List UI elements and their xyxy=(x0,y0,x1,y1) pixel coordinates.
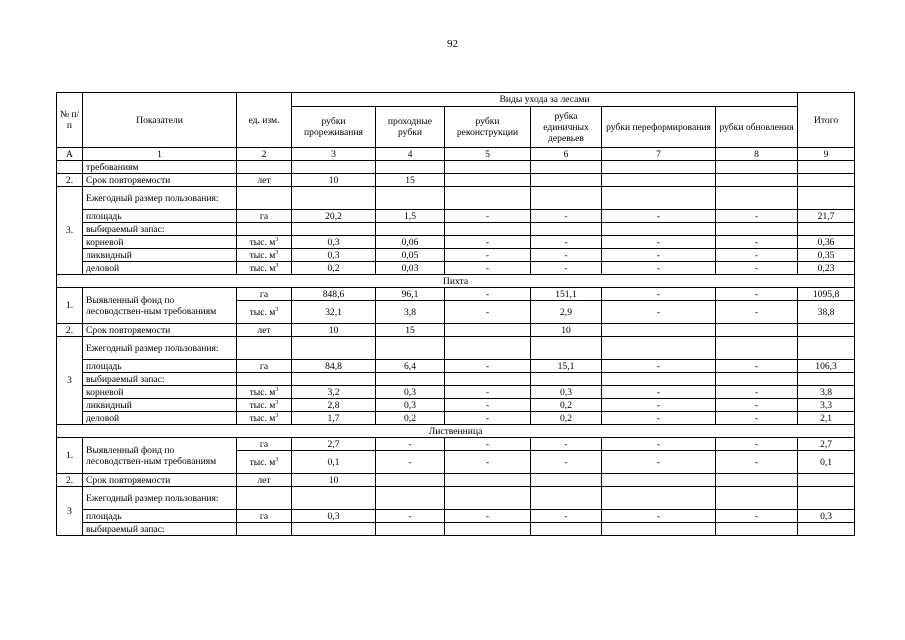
value-cell: 0,05 xyxy=(376,249,445,262)
num-cell: 3. xyxy=(57,187,83,275)
table-row xyxy=(57,210,855,223)
table-row xyxy=(57,174,855,187)
cell-empty xyxy=(376,161,445,174)
num-cell: 1. xyxy=(57,288,83,324)
value-cell: 0,35 xyxy=(798,249,855,262)
unit-text: тыс. м xyxy=(249,262,276,274)
value-cell: - xyxy=(602,262,716,275)
header-unit: ед. изм. xyxy=(237,93,292,148)
value-cell: - xyxy=(445,386,531,399)
cell-empty xyxy=(716,187,798,210)
indicator-cell: выбираемый запас: xyxy=(83,373,237,386)
value-cell: 0,3 xyxy=(292,236,376,249)
cell-empty xyxy=(237,223,292,236)
num-cell: 2. xyxy=(57,474,83,487)
index-cell: 1 xyxy=(83,148,237,161)
unit-sup: 3 xyxy=(275,306,279,313)
cell-empty xyxy=(716,487,798,510)
table-row xyxy=(57,412,855,425)
value-cell: - xyxy=(602,386,716,399)
value-cell xyxy=(716,324,798,337)
indicator-cell: требованиям xyxy=(83,161,237,174)
header-indicator: Показатели xyxy=(83,93,237,148)
unit-cell xyxy=(237,399,292,412)
value-cell: 10 xyxy=(292,474,376,487)
value-cell: 0,3 xyxy=(376,386,445,399)
value-cell: - xyxy=(445,451,531,474)
index-cell: 7 xyxy=(602,148,716,161)
cell-empty xyxy=(376,487,445,510)
value-cell: 0,03 xyxy=(376,262,445,275)
section-row xyxy=(57,425,855,438)
cell-empty xyxy=(292,523,376,536)
value-cell: - xyxy=(602,360,716,373)
cell-empty xyxy=(716,373,798,386)
value-cell: - xyxy=(531,510,602,523)
unit-cell: га xyxy=(237,510,292,523)
header-col: рубки обновления xyxy=(716,107,798,148)
table-row xyxy=(57,187,855,210)
value-cell: 84,8 xyxy=(292,360,376,373)
value-cell: - xyxy=(445,301,531,324)
value-cell: 1,7 xyxy=(292,412,376,425)
cell-empty xyxy=(292,223,376,236)
indicator-cell: Ежегодный размер пользования: xyxy=(83,187,237,210)
value-cell: - xyxy=(445,360,531,373)
value-cell: - xyxy=(716,288,798,301)
cell-empty xyxy=(376,337,445,360)
value-cell xyxy=(445,474,531,487)
value-cell: - xyxy=(716,236,798,249)
value-cell: - xyxy=(602,438,716,451)
value-cell: 3,3 xyxy=(798,399,855,412)
value-cell: - xyxy=(445,210,531,223)
header-total: Итого xyxy=(798,93,855,148)
unit-sup: 3 xyxy=(275,386,279,393)
cell-empty xyxy=(531,187,602,210)
cell-empty xyxy=(531,487,602,510)
indicator-cell: Выявленный фонд по лесоводствен-ным требованиям xyxy=(83,438,237,474)
value-cell: - xyxy=(602,249,716,262)
indicator-cell: площадь xyxy=(83,360,237,373)
header-col: рубки прореживания xyxy=(292,107,376,148)
cell-empty xyxy=(602,161,716,174)
cell-empty xyxy=(445,161,531,174)
value-cell: 3,8 xyxy=(798,386,855,399)
value-cell: 0,3 xyxy=(376,399,445,412)
cell-empty xyxy=(531,337,602,360)
cell-empty xyxy=(237,487,292,510)
value-cell: 0,1 xyxy=(292,451,376,474)
unit-cell xyxy=(237,301,292,324)
table-row xyxy=(57,386,855,399)
section-row xyxy=(57,275,855,288)
value-cell xyxy=(602,324,716,337)
value-cell: 151,1 xyxy=(531,288,602,301)
section-title: Пихта xyxy=(57,275,855,288)
indicator-cell: Срок повторяемости xyxy=(83,324,237,337)
value-cell: - xyxy=(445,236,531,249)
cell-empty xyxy=(237,187,292,210)
value-cell: 106,3 xyxy=(798,360,855,373)
value-cell: - xyxy=(602,288,716,301)
value-cell: - xyxy=(716,399,798,412)
num-cell: 3 xyxy=(57,487,83,536)
header-group: Виды ухода за лесами xyxy=(292,93,798,107)
unit-sup: 3 xyxy=(275,456,279,463)
value-cell: 1,5 xyxy=(376,210,445,223)
unit-cell xyxy=(237,386,292,399)
unit-cell: га xyxy=(237,210,292,223)
cell-empty xyxy=(602,523,716,536)
table-row xyxy=(57,373,855,386)
cell-empty xyxy=(602,187,716,210)
cell-empty xyxy=(716,523,798,536)
table-row xyxy=(57,438,855,451)
header-col: рубка единичных деревьев xyxy=(531,107,602,148)
value-cell: - xyxy=(716,451,798,474)
cell-empty xyxy=(798,373,855,386)
value-cell: 3,2 xyxy=(292,386,376,399)
table-row xyxy=(57,324,855,337)
value-cell: - xyxy=(445,262,531,275)
cell-empty xyxy=(602,337,716,360)
value-cell: 0,2 xyxy=(376,412,445,425)
value-cell: 2,9 xyxy=(531,301,602,324)
value-cell: 0,36 xyxy=(798,236,855,249)
unit-cell xyxy=(237,412,292,425)
cell-empty xyxy=(798,487,855,510)
value-cell xyxy=(798,474,855,487)
value-cell: - xyxy=(445,288,531,301)
value-cell: - xyxy=(531,438,602,451)
data-table xyxy=(56,92,855,536)
value-cell: 10 xyxy=(531,324,602,337)
unit-sup: 3 xyxy=(275,399,279,406)
unit-cell: га xyxy=(237,360,292,373)
cell-empty xyxy=(716,337,798,360)
cell-empty xyxy=(531,523,602,536)
cell-empty xyxy=(798,161,855,174)
unit-cell: лет xyxy=(237,324,292,337)
indicator-cell: ликвидный xyxy=(83,249,237,262)
value-cell: - xyxy=(716,386,798,399)
cell-empty xyxy=(292,373,376,386)
value-cell: - xyxy=(531,236,602,249)
value-cell: - xyxy=(531,210,602,223)
value-cell: 6,4 xyxy=(376,360,445,373)
value-cell xyxy=(798,174,855,187)
value-cell: - xyxy=(445,412,531,425)
value-cell: 38,8 xyxy=(798,301,855,324)
index-cell: 6 xyxy=(531,148,602,161)
table-row xyxy=(57,288,855,301)
table-row xyxy=(57,399,855,412)
cell-empty xyxy=(445,337,531,360)
page-number: 92 xyxy=(447,38,458,50)
value-cell xyxy=(602,174,716,187)
value-cell xyxy=(445,174,531,187)
value-cell: 10 xyxy=(292,324,376,337)
unit-sup: 3 xyxy=(275,249,279,256)
cell-empty xyxy=(376,187,445,210)
value-cell: - xyxy=(716,262,798,275)
header-col: рубки реконструкции xyxy=(445,107,531,148)
cell-empty xyxy=(531,161,602,174)
unit-text: тыс. м xyxy=(249,456,276,468)
value-cell: 15 xyxy=(376,174,445,187)
value-cell: - xyxy=(602,399,716,412)
indicator-cell: Срок повторяемости xyxy=(83,174,237,187)
num-cell: 1. xyxy=(57,438,83,474)
indicator-cell: ликвидный xyxy=(83,399,237,412)
value-cell: 0,23 xyxy=(798,262,855,275)
value-cell: 848,6 xyxy=(292,288,376,301)
value-cell xyxy=(798,324,855,337)
cell-empty xyxy=(602,223,716,236)
cell-empty xyxy=(798,223,855,236)
cell-empty xyxy=(237,161,292,174)
value-cell xyxy=(376,474,445,487)
cell-empty xyxy=(445,523,531,536)
value-cell: - xyxy=(445,249,531,262)
unit-text: тыс. м xyxy=(249,306,276,318)
unit-sup: 3 xyxy=(275,412,279,419)
cell-empty xyxy=(57,161,83,174)
value-cell: - xyxy=(445,438,531,451)
cell-empty xyxy=(531,373,602,386)
value-cell xyxy=(716,474,798,487)
table-row xyxy=(57,337,855,360)
value-cell xyxy=(602,474,716,487)
value-cell: - xyxy=(445,399,531,412)
value-cell: 20,2 xyxy=(292,210,376,223)
unit-sup: 3 xyxy=(275,236,279,243)
value-cell: - xyxy=(716,438,798,451)
value-cell xyxy=(445,324,531,337)
value-cell: - xyxy=(716,249,798,262)
value-cell: - xyxy=(716,210,798,223)
cell-empty xyxy=(237,337,292,360)
num-cell: 2. xyxy=(57,174,83,187)
value-cell: - xyxy=(376,510,445,523)
cell-empty xyxy=(798,187,855,210)
value-cell: - xyxy=(716,301,798,324)
value-cell: 0,3 xyxy=(798,510,855,523)
value-cell: 0,2 xyxy=(292,262,376,275)
indicator-cell: площадь xyxy=(83,210,237,223)
unit-text: тыс. м xyxy=(249,236,276,248)
cell-empty xyxy=(716,223,798,236)
cell-empty xyxy=(376,373,445,386)
indicator-cell: выбираемый запас: xyxy=(83,223,237,236)
value-cell: - xyxy=(602,301,716,324)
unit-cell xyxy=(237,451,292,474)
value-cell: - xyxy=(531,451,602,474)
value-cell: 3,8 xyxy=(376,301,445,324)
indicator-cell: Выявленный фонд по лесоводствен-ным требованиям xyxy=(83,288,237,324)
value-cell: 96,1 xyxy=(376,288,445,301)
value-cell: - xyxy=(716,412,798,425)
cell-empty xyxy=(292,487,376,510)
indicator-cell: деловой xyxy=(83,262,237,275)
cell-empty xyxy=(602,373,716,386)
cell-empty xyxy=(445,187,531,210)
value-cell: - xyxy=(602,510,716,523)
index-cell: 4 xyxy=(376,148,445,161)
unit-cell: лет xyxy=(237,474,292,487)
value-cell: 15 xyxy=(376,324,445,337)
value-cell: 0,1 xyxy=(798,451,855,474)
cell-empty xyxy=(445,487,531,510)
value-cell: 2,7 xyxy=(798,438,855,451)
header-col: рубки переформирования xyxy=(602,107,716,148)
unit-cell: га xyxy=(237,438,292,451)
table-row xyxy=(57,262,855,275)
table-row xyxy=(57,474,855,487)
header-num: № п/п xyxy=(57,93,83,148)
value-cell: 0,2 xyxy=(531,399,602,412)
index-row xyxy=(57,148,855,161)
value-cell: - xyxy=(716,360,798,373)
index-cell: 5 xyxy=(445,148,531,161)
indicator-cell: Ежегодный размер пользования: xyxy=(83,337,237,360)
value-cell: 0,3 xyxy=(292,249,376,262)
value-cell: 0,3 xyxy=(292,510,376,523)
value-cell: - xyxy=(445,510,531,523)
unit-cell: лет xyxy=(237,174,292,187)
value-cell: 2,1 xyxy=(798,412,855,425)
value-cell: 0,3 xyxy=(531,386,602,399)
value-cell: 1095,8 xyxy=(798,288,855,301)
unit-cell xyxy=(237,249,292,262)
table-row xyxy=(57,236,855,249)
unit-text: тыс. м xyxy=(249,249,276,261)
cell-empty xyxy=(602,487,716,510)
num-cell: 3 xyxy=(57,337,83,425)
value-cell: - xyxy=(376,438,445,451)
index-cell: 8 xyxy=(716,148,798,161)
table-row xyxy=(57,510,855,523)
unit-text: тыс. м xyxy=(249,386,276,398)
cell-empty xyxy=(292,161,376,174)
value-cell: - xyxy=(602,451,716,474)
value-cell xyxy=(531,174,602,187)
num-cell: 2. xyxy=(57,324,83,337)
cell-empty xyxy=(376,523,445,536)
cell-empty xyxy=(292,337,376,360)
unit-sup: 3 xyxy=(275,262,279,269)
value-cell: 0,06 xyxy=(376,236,445,249)
unit-text: тыс. м xyxy=(249,399,276,411)
value-cell: 15,1 xyxy=(531,360,602,373)
value-cell: - xyxy=(531,262,602,275)
unit-cell: га xyxy=(237,288,292,301)
cell-empty xyxy=(798,523,855,536)
table-row xyxy=(57,523,855,536)
unit-cell xyxy=(237,236,292,249)
cell-empty xyxy=(798,337,855,360)
table-row xyxy=(57,161,855,174)
table-row xyxy=(57,487,855,510)
indicator-cell: выбираемый запас: xyxy=(83,523,237,536)
cell-empty xyxy=(445,373,531,386)
value-cell: - xyxy=(531,249,602,262)
value-cell: - xyxy=(716,510,798,523)
value-cell: - xyxy=(376,451,445,474)
indicator-cell: площадь xyxy=(83,510,237,523)
value-cell: 10 xyxy=(292,174,376,187)
index-cell: А xyxy=(57,148,83,161)
cell-empty xyxy=(445,223,531,236)
section-title: Лиственница xyxy=(57,425,855,438)
cell-empty xyxy=(237,373,292,386)
indicator-cell: Срок повторяемости xyxy=(83,474,237,487)
value-cell xyxy=(531,474,602,487)
cell-empty xyxy=(292,187,376,210)
cell-empty xyxy=(531,223,602,236)
table-row xyxy=(57,223,855,236)
cell-empty xyxy=(716,161,798,174)
unit-text: тыс. м xyxy=(249,412,276,424)
cell-empty xyxy=(237,523,292,536)
value-cell xyxy=(716,174,798,187)
value-cell: 2,7 xyxy=(292,438,376,451)
value-cell: 32,1 xyxy=(292,301,376,324)
value-cell: 2,8 xyxy=(292,399,376,412)
indicator-cell: деловой xyxy=(83,412,237,425)
index-cell: 3 xyxy=(292,148,376,161)
value-cell: - xyxy=(602,210,716,223)
value-cell: - xyxy=(602,236,716,249)
value-cell: - xyxy=(602,412,716,425)
table-row xyxy=(57,249,855,262)
header-col: проходные рубки xyxy=(376,107,445,148)
index-cell: 9 xyxy=(798,148,855,161)
indicator-cell: корневой xyxy=(83,236,237,249)
indicator-cell: Ежегодный размер пользования: xyxy=(83,487,237,510)
indicator-cell: корневой xyxy=(83,386,237,399)
header-row xyxy=(57,93,855,107)
cell-empty xyxy=(376,223,445,236)
value-cell: 0,2 xyxy=(531,412,602,425)
index-cell: 2 xyxy=(237,148,292,161)
unit-cell xyxy=(237,262,292,275)
table-row xyxy=(57,360,855,373)
value-cell: 21,7 xyxy=(798,210,855,223)
